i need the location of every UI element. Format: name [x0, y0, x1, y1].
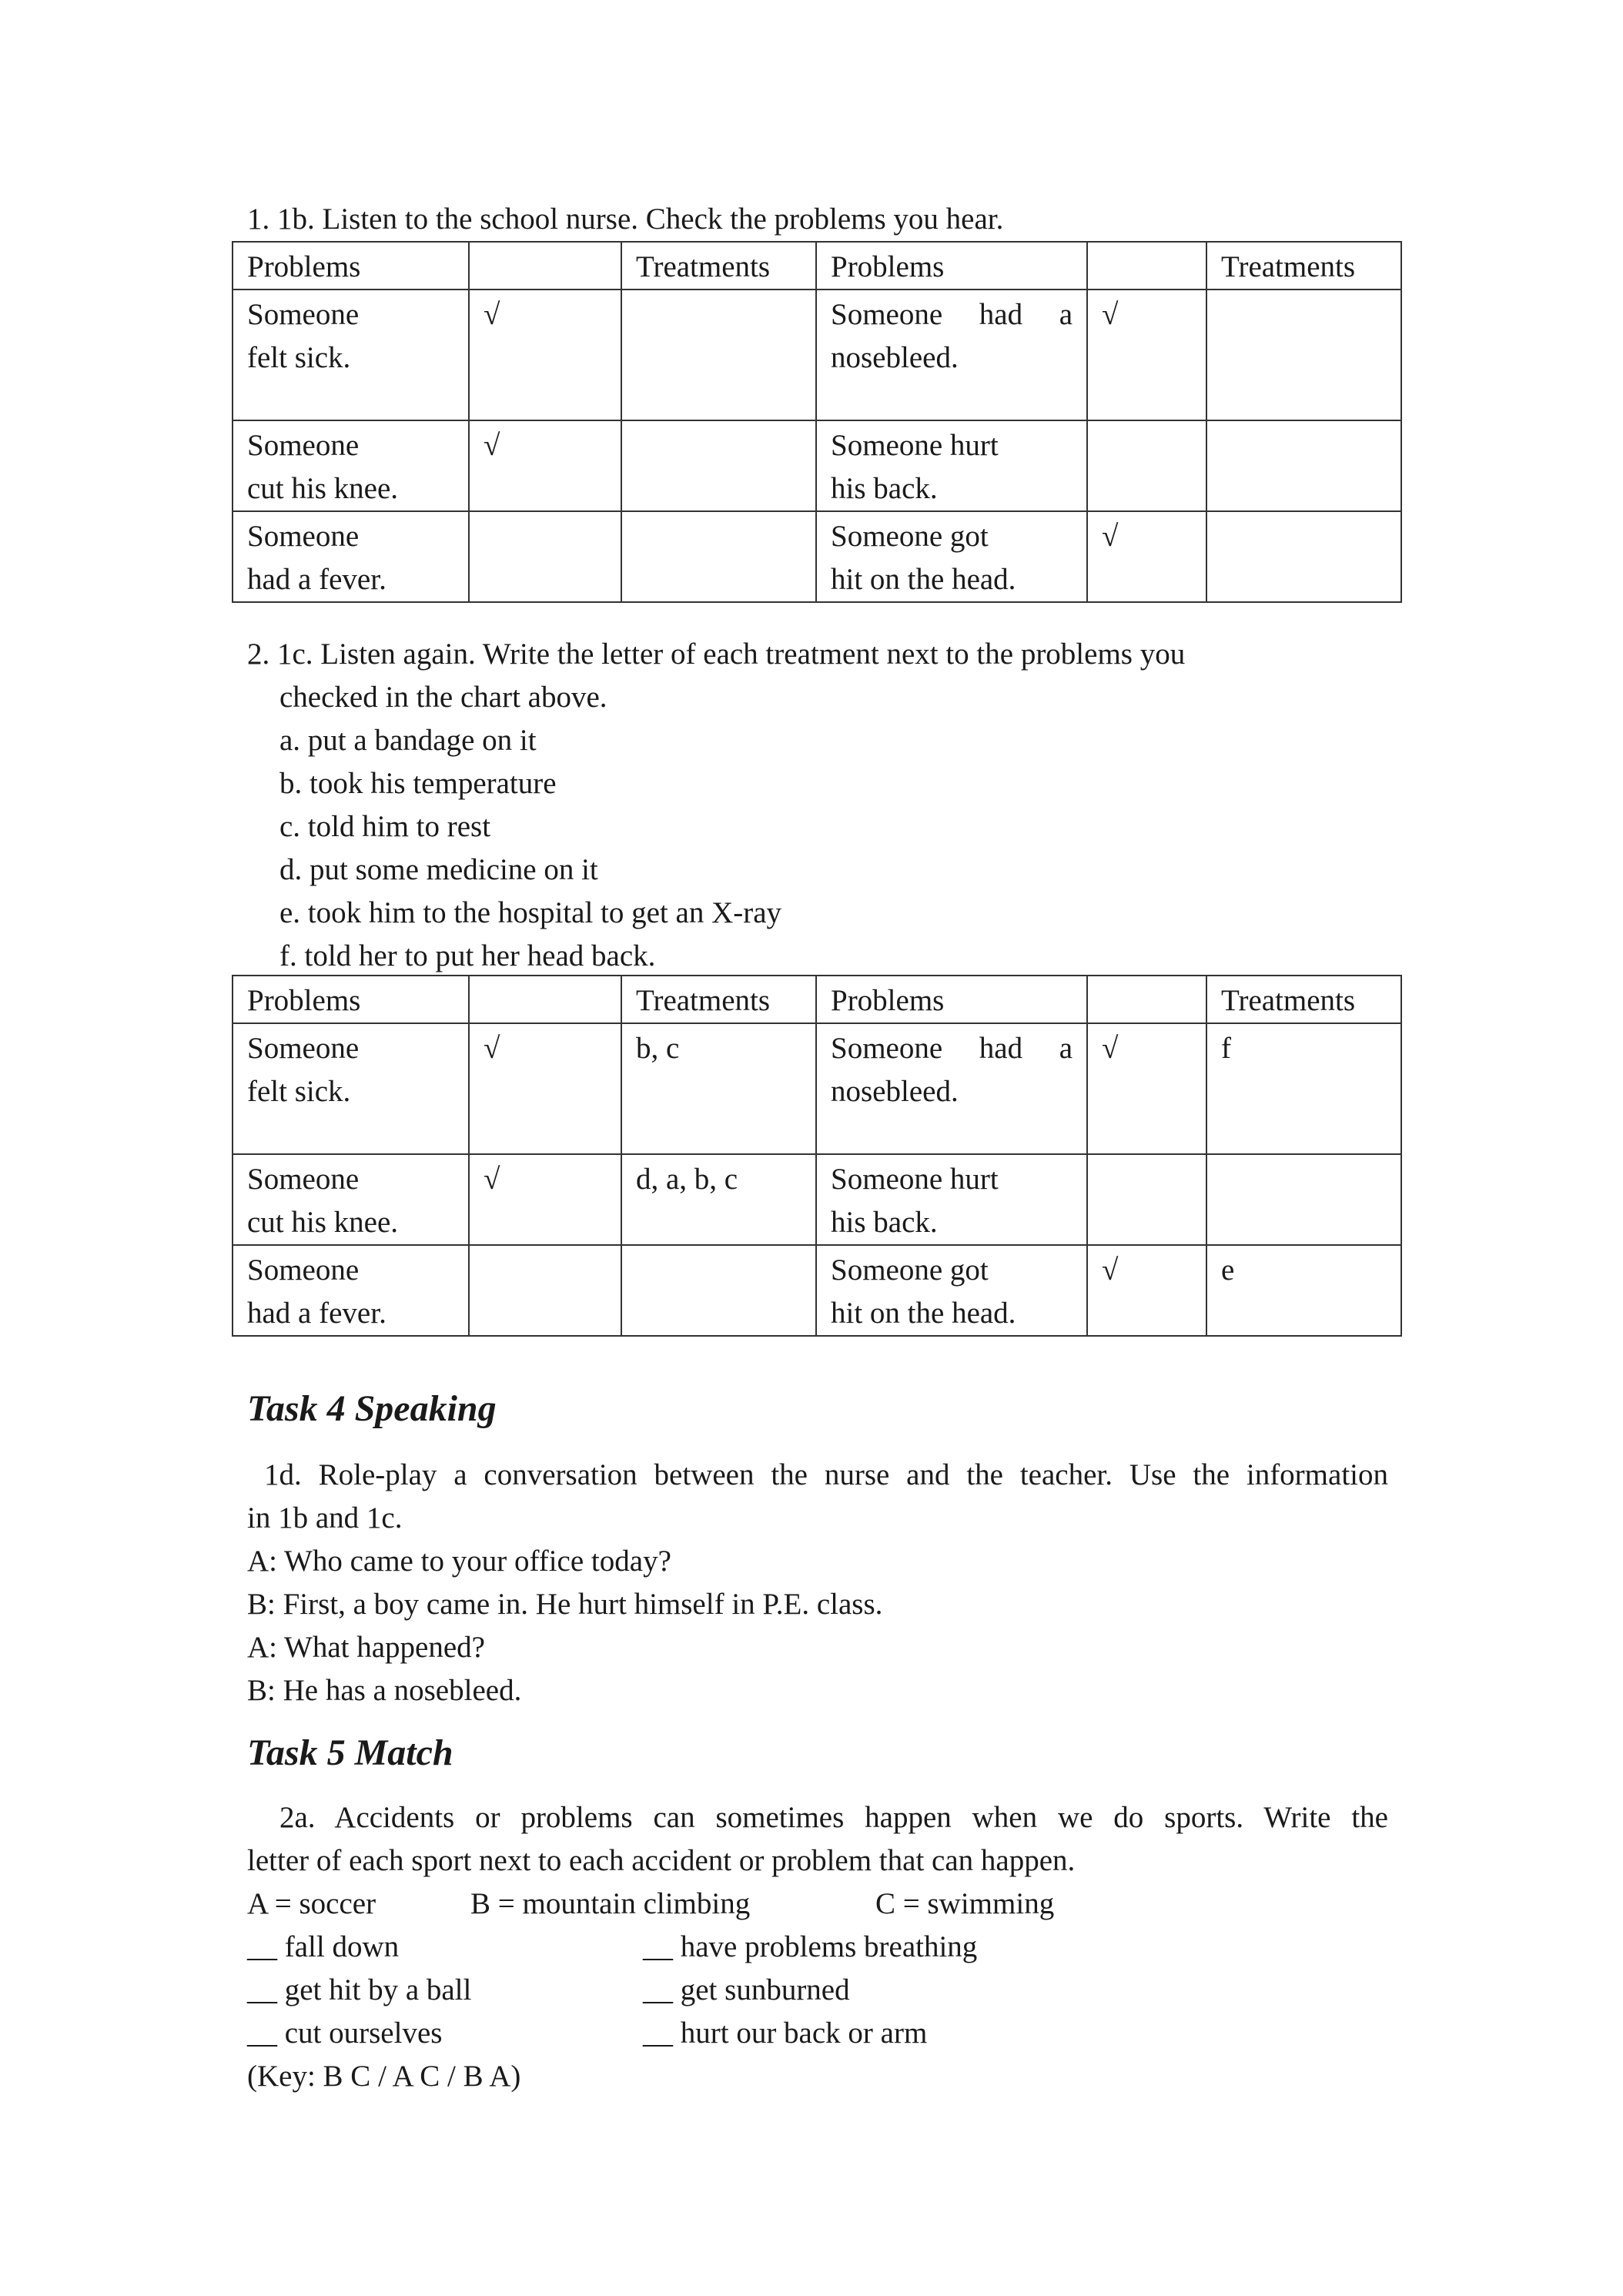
problem-cell: Someone hurt his back.: [816, 420, 1087, 511]
header-treatments: Treatments: [621, 976, 816, 1023]
treatment-cell: [1206, 1154, 1401, 1245]
check-mark: √: [469, 1023, 621, 1154]
task5-heading: Task 5 Match: [247, 1732, 453, 1773]
dialogue-line: A: Who came to your office today?: [247, 1545, 671, 1578]
treatment-cell: [621, 420, 816, 511]
treatment-cell: [621, 511, 816, 602]
treatment-cell: [1206, 290, 1401, 420]
table-row: [233, 1023, 1401, 1154]
list-item: b. took his temperature: [279, 767, 557, 800]
table-header-row: [233, 976, 1401, 1023]
list-item: __ fall down: [247, 1930, 400, 1963]
dialogue-line: B: He has a nosebleed.: [247, 1674, 522, 1707]
treatment-cell: e: [1206, 1245, 1401, 1336]
problem-cell: Someone had a fever.: [233, 511, 469, 602]
match-right-list: [643, 1926, 977, 2055]
q2-table: [232, 975, 1402, 1337]
list-item: __ cut ourselves: [247, 2017, 443, 2050]
treatment-cell: [621, 1245, 816, 1336]
problem-cell: Someone got hit on the head.: [816, 511, 1087, 602]
list-item: __ have problems breathing: [643, 1930, 978, 1963]
list-item: a. put a bandage on it: [279, 724, 537, 757]
table-row: [233, 1154, 1401, 1245]
dialogue-line: A: What happened?: [247, 1631, 485, 1664]
header-check: [1087, 976, 1206, 1023]
treatment-cell: f: [1206, 1023, 1401, 1154]
check-mark: [1087, 1154, 1206, 1245]
task5-intro: 2a. Accidents or problems can sometimes happen when we do sports. Write the letter of each sport next to each accident or problem that can happen.: [247, 1801, 1388, 1877]
sport-b: B = mountain climbing: [470, 1887, 751, 1920]
table-row: [233, 1245, 1401, 1336]
treatment-cell: [1206, 511, 1401, 602]
check-mark: √: [1087, 1245, 1206, 1336]
answer-key: (Key: B C / A C / B A): [247, 2060, 521, 2093]
treatment-cell: d, a, b, c: [621, 1154, 816, 1245]
table-row: [233, 420, 1401, 511]
list-item: __ get hit by a ball: [247, 1973, 472, 2006]
task4-heading: Task 4 Speaking: [247, 1388, 497, 1429]
q2-title-line2: checked in the chart above.: [279, 681, 607, 714]
q1-title: 1. 1b. Listen to the school nurse. Check the problems you hear.: [247, 202, 1004, 236]
q1-table: [232, 241, 1402, 603]
problem-cell: Someone hurt his back.: [816, 1154, 1087, 1245]
treatment-cell: b, c: [621, 1023, 816, 1154]
problem-cell: Someone got hit on the head.: [816, 1245, 1087, 1336]
list-item: __ hurt our back or arm: [643, 2017, 928, 2050]
problem-cell: Someone cut his knee.: [233, 420, 469, 511]
header-check: [469, 976, 621, 1023]
dialogue-line: B: First, a boy came in. He hurt himself in P.E. class.: [247, 1588, 883, 1621]
check-mark: √: [1087, 290, 1206, 420]
task4-intro: 1d. Role-play a conversation between the nurse and the teacher. Use the information in 1b and 1c. A: Who came to your office today? B: First, a boy came in. He hurt himself in P.E. class. A: What happened? B: He has a nosebleed.: [247, 1454, 1388, 1712]
problem-cell: Someone had a nosebleed.: [816, 290, 1087, 420]
sport-a: A = soccer: [247, 1887, 376, 1920]
sport-c: C = swimming: [875, 1887, 1055, 1920]
table-row: [233, 290, 1401, 420]
check-mark: √: [1087, 1023, 1206, 1154]
list-item: e. took him to the hospital to get an X-ray: [279, 896, 782, 929]
table-row: [233, 511, 1401, 602]
header-problems: Problems: [233, 242, 469, 290]
check-mark: √: [469, 290, 621, 420]
problem-cell: Someone had a nosebleed.: [816, 1023, 1087, 1154]
q2-options: [279, 719, 781, 978]
header-check: [1087, 242, 1206, 290]
header-treatments: Treatments: [621, 242, 816, 290]
header-treatments: Treatments: [1206, 242, 1401, 290]
q2-title-line1: 2. 1c. Listen again. Write the letter of each treatment next to the problems you: [247, 638, 1186, 671]
check-mark: √: [1087, 511, 1206, 602]
treatment-cell: [621, 290, 816, 420]
check-mark: [469, 1245, 621, 1336]
check-mark: [1087, 420, 1206, 511]
header-treatments: Treatments: [1206, 976, 1401, 1023]
list-item: d. put some medicine on it: [279, 853, 598, 886]
match-left-list: [247, 1926, 471, 2055]
header-problems: Problems: [233, 976, 469, 1023]
header-problems: Problems: [816, 242, 1087, 290]
check-mark: √: [469, 1154, 621, 1245]
check-mark: [469, 511, 621, 602]
table-header-row: [233, 242, 1401, 290]
list-item: __ get sunburned: [643, 1973, 850, 2006]
list-item: f. told her to put her head back.: [279, 939, 656, 972]
header-problems: Problems: [816, 976, 1087, 1023]
header-check: [469, 242, 621, 290]
problem-cell: Someone had a fever.: [233, 1245, 469, 1336]
problem-cell: Someone cut his knee.: [233, 1154, 469, 1245]
problem-cell: Someone felt sick.: [233, 1023, 469, 1154]
treatment-cell: [1206, 420, 1401, 511]
check-mark: √: [469, 420, 621, 511]
problem-cell: Someone felt sick.: [233, 290, 469, 420]
list-item: c. told him to rest: [279, 810, 491, 843]
